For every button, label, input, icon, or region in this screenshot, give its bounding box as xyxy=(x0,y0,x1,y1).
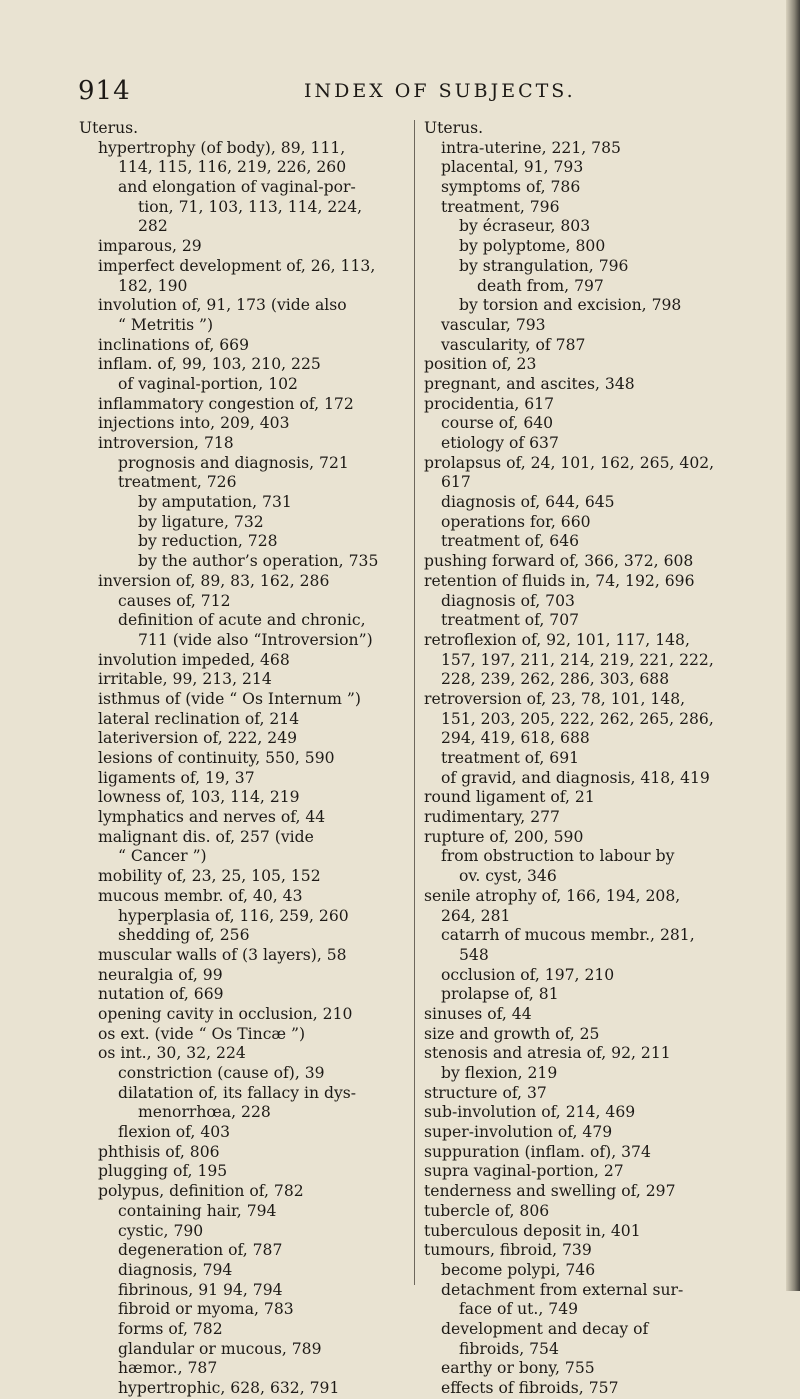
index-entry: operations for, 660 xyxy=(441,512,591,531)
index-entry: polypus, definition of, 782 xyxy=(98,1182,304,1201)
index-entry: 264, 281 xyxy=(441,906,511,925)
index-heading: retroversion of, 23, 78, 101, 148, xyxy=(424,689,686,708)
index-column-left xyxy=(79,119,409,1399)
index-heading: retention of fluids in, 74, 192, 696 xyxy=(424,571,695,590)
index-entry: face of ut., 749 xyxy=(459,1300,579,1319)
index-entry: death from, 797 xyxy=(477,276,604,295)
index-entry: os ext. (vide “ Os Tincæ ”) xyxy=(98,1024,306,1043)
index-heading: senile atrophy of, 166, 194, 208, xyxy=(424,886,681,905)
index-entry: injections into, 209, 403 xyxy=(98,414,290,433)
index-entry: forms of, 782 xyxy=(118,1319,223,1338)
index-entry: 294, 419, 618, 688 xyxy=(441,729,590,748)
index-entry: course of, 640 xyxy=(441,414,554,433)
index-heading: suppuration (inflam. of), 374 xyxy=(424,1142,651,1161)
index-entry: malignant dis. of, 257 (vide xyxy=(98,827,314,846)
index-entry: inclinations of, 669 xyxy=(98,335,250,354)
index-entry: nutation of, 669 xyxy=(98,985,224,1004)
index-entry: from obstruction to labour by xyxy=(441,847,675,866)
index-entry: lymphatics and nerves of, 44 xyxy=(98,808,326,827)
index-entry: inversion of, 89, 83, 162, 286 xyxy=(98,571,330,590)
index-heading: supra vaginal-portion, 27 xyxy=(424,1162,624,1181)
index-entry: tion, 71, 103, 113, 114, 224, xyxy=(138,197,363,216)
index-entry: os int., 30, 32, 224 xyxy=(98,1044,246,1063)
index-entry: mucous membr. of, 40, 43 xyxy=(98,886,303,905)
index-entry: “ Metritis ”) xyxy=(118,315,214,334)
index-entry: 151, 203, 205, 222, 262, 265, 286, xyxy=(441,709,714,728)
index-entry: plugging of, 195 xyxy=(98,1162,228,1181)
index-entry: isthmus of (vide “ Os Internum ”) xyxy=(98,689,361,708)
index-entry: vascularity, of 787 xyxy=(441,335,586,354)
index-entry: phthisis of, 806 xyxy=(98,1142,220,1161)
index-entry: 548 xyxy=(459,945,489,964)
index-entry: hypertrophic, 628, 632, 791 xyxy=(118,1379,340,1397)
index-entry: definition of acute and chronic, xyxy=(118,611,366,630)
index-heading: rudimentary, 277 xyxy=(424,808,560,827)
index-entry: irritable, 99, 213, 214 xyxy=(98,670,272,689)
index-entry: and elongation of vaginal-por- xyxy=(118,178,356,197)
index-entry: muscular walls of (3 layers), 58 xyxy=(98,945,347,964)
index-entry: become polypi, 746 xyxy=(441,1260,596,1279)
index-heading: prolapsus of, 24, 101, 162, 265, 402, xyxy=(424,453,715,472)
index-entry: inflammatory congestion of, 172 xyxy=(98,394,354,413)
index-entry: inflam. of, 99, 103, 210, 225 xyxy=(98,355,321,374)
index-entry: lateriversion of, 222, 249 xyxy=(98,729,298,748)
index-heading: Uterus. xyxy=(79,119,139,137)
index-entry: shedding of, 256 xyxy=(118,926,250,945)
index-entry: effects of fibroids, 757 xyxy=(441,1379,619,1397)
index-entry: treatment of, 646 xyxy=(441,532,580,551)
index-entry: of vaginal-portion, 102 xyxy=(118,374,298,393)
index-entry: 617 xyxy=(441,473,471,492)
index-entry: prognosis and diagnosis, 721 xyxy=(118,453,349,472)
index-entry: treatment, 726 xyxy=(118,473,237,492)
page-number: 914 xyxy=(78,76,131,106)
index-entry: opening cavity in occlusion, 210 xyxy=(98,1004,353,1023)
index-heading: pregnant, and ascites, 348 xyxy=(424,374,635,393)
index-entry: earthy or bony, 755 xyxy=(441,1359,595,1378)
index-heading: tenderness and swelling of, 297 xyxy=(424,1182,676,1201)
index-entry: fibrinous, 91 94, 794 xyxy=(118,1280,283,1299)
index-entry: imparous, 29 xyxy=(98,237,202,256)
index-entry: ov. cyst, 346 xyxy=(459,867,557,886)
index-heading: size and growth of, 25 xyxy=(424,1024,600,1043)
index-entry: by ligature, 732 xyxy=(138,512,264,531)
index-entry: lateral reclination of, 214 xyxy=(98,709,300,728)
index-entry: cystic, 790 xyxy=(118,1221,204,1240)
index-entry: ligaments of, 19, 37 xyxy=(98,768,255,787)
index-entry: intra-uterine, 221, 785 xyxy=(441,138,621,157)
index-entry: lesions of continuity, 550, 590 xyxy=(98,749,335,767)
index-entry: hyperplasia of, 116, 259, 260 xyxy=(118,906,349,925)
index-entry: hæmor., 787 xyxy=(118,1359,218,1378)
index-entry: development and decay of xyxy=(441,1319,649,1338)
index-heading: procidentia, 617 xyxy=(424,394,555,413)
index-entry: 182, 190 xyxy=(118,276,188,295)
index-heading: pushing forward of, 366, 372, 608 xyxy=(424,552,694,571)
index-entry: “ Cancer ”) xyxy=(118,847,207,866)
index-entry: catarrh of mucous membr., 281, xyxy=(441,926,695,945)
index-entry: hypertrophy (of body), 89, 111, xyxy=(98,138,346,157)
index-entry: 114, 115, 116, 219, 226, 260 xyxy=(118,158,347,177)
index-heading: retroflexion of, 92, 101, 117, 148, xyxy=(424,630,690,649)
index-entry: involution impeded, 468 xyxy=(98,650,290,669)
index-entry: occlusion of, 197, 210 xyxy=(441,965,615,984)
index-entry: fibroids, 754 xyxy=(459,1339,559,1358)
index-entry: etiology of 637 xyxy=(441,434,559,452)
index-entry: detachment from external sur- xyxy=(441,1280,684,1299)
index-entry: involution of, 91, 173 (vide also xyxy=(98,296,347,315)
index-heading: sub-involution of, 214, 469 xyxy=(424,1103,636,1122)
index-entry: lowness of, 103, 114, 219 xyxy=(98,788,300,807)
index-entry: fibroid or myoma, 783 xyxy=(118,1300,294,1319)
index-entry: diagnosis of, 644, 645 xyxy=(441,493,615,512)
index-entry: by écraseur, 803 xyxy=(459,217,591,236)
index-entry: placental, 91, 793 xyxy=(441,158,584,177)
index-entry: by torsion and excision, 798 xyxy=(459,296,682,315)
index-entry: flexion of, 403 xyxy=(118,1123,231,1142)
index-entry: degeneration of, 787 xyxy=(118,1241,283,1260)
index-entry: imperfect development of, 26, 113, xyxy=(98,256,376,275)
index-entry: mobility of, 23, 25, 105, 152 xyxy=(98,867,321,886)
index-entry: vascular, 793 xyxy=(441,315,546,334)
index-entry: neuralgia of, 99 xyxy=(98,965,223,984)
index-entry: by reduction, 728 xyxy=(138,532,278,551)
index-entry: 711 (vide also “Introversion”) xyxy=(138,630,373,649)
index-entry: by strangulation, 796 xyxy=(459,256,629,275)
index-entry: containing hair, 794 xyxy=(118,1201,277,1220)
index-entry: by flexion, 219 xyxy=(441,1064,558,1082)
index-entry: symptoms of, 786 xyxy=(441,178,581,197)
index-heading: position of, 23 xyxy=(424,355,537,374)
index-heading: tumours, fibroid, 739 xyxy=(424,1241,592,1260)
index-entry: treatment, 796 xyxy=(441,197,560,216)
index-heading: super-involution of, 479 xyxy=(424,1123,613,1142)
index-heading: tuberculous deposit in, 401 xyxy=(424,1221,641,1240)
column-divider xyxy=(414,120,415,1285)
index-entry: menorrhœa, 228 xyxy=(138,1103,271,1122)
index-heading: tubercle of, 806 xyxy=(424,1201,550,1220)
index-entry: causes of, 712 xyxy=(118,591,231,610)
index-entry: 157, 197, 211, 214, 219, 221, 222, xyxy=(441,650,714,669)
index-entry: diagnosis of, 703 xyxy=(441,591,575,610)
index-entry: 228, 239, 262, 286, 303, 688 xyxy=(441,670,670,689)
index-entry: prolapse of, 81 xyxy=(441,985,559,1004)
index-heading: structure of, 37 xyxy=(424,1083,547,1102)
index-entry: by amputation, 731 xyxy=(138,493,292,512)
index-entry: 282 xyxy=(138,217,168,236)
index-heading: round ligament of, 21 xyxy=(424,788,595,807)
index-heading: rupture of, 200, 590 xyxy=(424,827,584,846)
index-entry: by polyptome, 800 xyxy=(459,237,606,256)
index-column-right xyxy=(424,119,794,1399)
index-entry: glandular or mucous, 789 xyxy=(118,1339,322,1358)
index-heading: sinuses of, 44 xyxy=(424,1004,532,1023)
index-entry: treatment of, 691 xyxy=(441,749,580,767)
running-head: INDEX OF SUBJECTS. xyxy=(304,80,576,102)
index-heading: stenosis and atresia of, 92, 211 xyxy=(424,1044,671,1063)
page-header xyxy=(78,76,718,108)
index-entry: by the author’s operation, 735 xyxy=(138,552,379,571)
index-entry: of gravid, and diagnosis, 418, 419 xyxy=(441,768,710,787)
index-entry: diagnosis, 794 xyxy=(118,1260,233,1279)
index-heading: Uterus. xyxy=(424,119,484,137)
index-entry: introversion, 718 xyxy=(98,434,234,452)
index-entry: dilatation of, its fallacy in dys- xyxy=(118,1083,357,1102)
index-entry: treatment of, 707 xyxy=(441,611,580,630)
index-entry: constriction (cause of), 39 xyxy=(118,1064,325,1082)
